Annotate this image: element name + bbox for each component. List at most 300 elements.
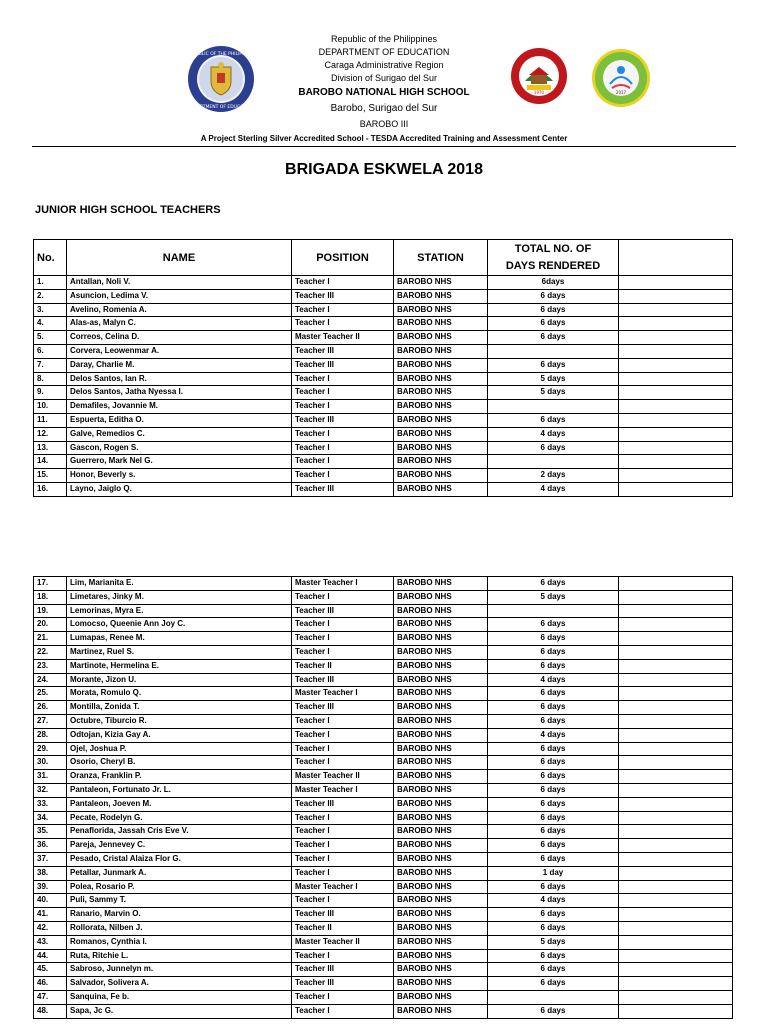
cell-days [488, 344, 619, 358]
cell-station: BAROBO NHS [394, 797, 488, 811]
cell-days: 6 days [488, 783, 619, 797]
district-line: BAROBO III [359, 119, 409, 129]
cell-extra [619, 908, 733, 922]
cell-position: Teacher I [292, 742, 394, 756]
svg-text:2017: 2017 [615, 90, 627, 95]
cell-name: Penaflorida, Jassah Cris Eve V. [67, 825, 292, 839]
cell-no: 43. [34, 935, 67, 949]
cell-extra [619, 344, 733, 358]
cell-name: Daray, Charlie M. [67, 358, 292, 372]
cell-position: Teacher I [292, 825, 394, 839]
cell-position: Teacher I [292, 618, 394, 632]
cell-position: Teacher III [292, 482, 394, 496]
cell-no: 12. [34, 427, 67, 441]
cell-position: Teacher I [292, 386, 394, 400]
accreditation-line: A Project Sterling Silver Accredited School - TESDA Accredited Training and Assessment Center [200, 134, 568, 143]
cell-position: Teacher I [292, 866, 394, 880]
cell-extra [619, 604, 733, 618]
cell-extra [619, 714, 733, 728]
cell-station: BAROBO NHS [394, 949, 488, 963]
cell-extra [619, 756, 733, 770]
cell-station: BAROBO NHS [394, 331, 488, 345]
table-row [34, 811, 733, 825]
cell-station: BAROBO NHS [394, 839, 488, 853]
cell-extra [619, 687, 733, 701]
school-address: Barobo, Surigao del Sur [330, 103, 438, 114]
cell-days: 6 days [488, 963, 619, 977]
cell-days: 6 days [488, 977, 619, 991]
cell-station: BAROBO NHS [394, 811, 488, 825]
cell-no: 22. [34, 645, 67, 659]
table-row [34, 289, 733, 303]
cell-extra [619, 990, 733, 1004]
cell-no: 3. [34, 303, 67, 317]
cell-name: Pesado, Cristal Alaiza Flor G. [67, 852, 292, 866]
table-row [34, 604, 733, 618]
cell-no: 38. [34, 866, 67, 880]
table-row [34, 1004, 733, 1018]
cell-position: Teacher I [292, 427, 394, 441]
cell-name: Sanquina, Fe b. [67, 990, 292, 1004]
cell-name: Pecate, Rodelyn G. [67, 811, 292, 825]
cell-name: Octubre, Tiburcio R. [67, 714, 292, 728]
cell-extra [619, 413, 733, 427]
cell-extra [619, 645, 733, 659]
cell-days: 6 days [488, 632, 619, 646]
cell-station: BAROBO NHS [394, 590, 488, 604]
cell-extra [619, 276, 733, 290]
cell-extra [619, 839, 733, 853]
cell-position: Teacher I [292, 990, 394, 1004]
cell-no: 18. [34, 590, 67, 604]
cell-extra [619, 963, 733, 977]
cell-position: Teacher I [292, 303, 394, 317]
svg-text:1970: 1970 [533, 90, 545, 95]
table-row [34, 632, 733, 646]
cell-name: Asuncion, Ledima V. [67, 289, 292, 303]
table-row [34, 852, 733, 866]
cell-station: BAROBO NHS [394, 714, 488, 728]
cell-no: 1. [34, 276, 67, 290]
cell-no: 39. [34, 880, 67, 894]
cell-no: 28. [34, 728, 67, 742]
cell-station: BAROBO NHS [394, 921, 488, 935]
cell-position: Teacher I [292, 839, 394, 853]
cell-station: BAROBO NHS [394, 427, 488, 441]
cell-name: Osorio, Cheryl B. [67, 756, 292, 770]
cell-position: Teacher III [292, 977, 394, 991]
cell-extra [619, 797, 733, 811]
cell-extra [619, 358, 733, 372]
region-line: Caraga Administrative Region [324, 60, 444, 70]
cell-days: 6 days [488, 618, 619, 632]
cell-extra [619, 427, 733, 441]
cell-position: Teacher I [292, 455, 394, 469]
cell-station: BAROBO NHS [394, 386, 488, 400]
cell-days: 6 days [488, 797, 619, 811]
cell-extra [619, 400, 733, 414]
cell-station: BAROBO NHS [394, 317, 488, 331]
cell-name: Ruta, Ritchie L. [67, 949, 292, 963]
cell-station: BAROBO NHS [394, 866, 488, 880]
table-row [34, 673, 733, 687]
cell-position: Teacher III [292, 963, 394, 977]
cell-no: 29. [34, 742, 67, 756]
cell-days: 6 days [488, 645, 619, 659]
cell-extra [619, 482, 733, 496]
cell-station: BAROBO NHS [394, 577, 488, 591]
cell-name: Rollorata, Nilben J. [67, 921, 292, 935]
cell-days: 2 days [488, 469, 619, 483]
division-line: Division of Surigao del Sur [330, 73, 438, 83]
header-total-line2: DAYS RENDERED [505, 259, 601, 272]
cell-days [488, 604, 619, 618]
cell-no: 25. [34, 687, 67, 701]
table-row [34, 618, 733, 632]
cell-extra [619, 770, 733, 784]
table-row [34, 331, 733, 345]
cell-station: BAROBO NHS [394, 687, 488, 701]
cell-position: Teacher I [292, 372, 394, 386]
cell-station: BAROBO NHS [394, 935, 488, 949]
cell-position: Teacher I [292, 276, 394, 290]
table-row [34, 413, 733, 427]
cell-extra [619, 331, 733, 345]
teachers-table-part1 [33, 239, 733, 497]
cell-extra [619, 618, 733, 632]
svg-text:DEPARTMENT OF EDUCATION: DEPARTMENT OF EDUCATION [188, 105, 254, 110]
cell-extra [619, 728, 733, 742]
table-row [34, 482, 733, 496]
cell-no: 30. [34, 756, 67, 770]
cell-no: 35. [34, 825, 67, 839]
cell-name: Alas-as, Malyn C. [67, 317, 292, 331]
cell-days: 6 days [488, 811, 619, 825]
cell-name: Lemorinas, Myra E. [67, 604, 292, 618]
cell-no: 13. [34, 441, 67, 455]
cell-station: BAROBO NHS [394, 990, 488, 1004]
table-header-row [34, 240, 733, 276]
table-row [34, 455, 733, 469]
cell-station: BAROBO NHS [394, 701, 488, 715]
document-subtitle: JUNIOR HIGH SCHOOL TEACHERS [35, 204, 221, 216]
cell-extra [619, 455, 733, 469]
cell-position: Master Teacher I [292, 783, 394, 797]
table-row [34, 687, 733, 701]
cell-no: 6. [34, 344, 67, 358]
cell-station: BAROBO NHS [394, 469, 488, 483]
cell-position: Master Teacher II [292, 935, 394, 949]
cell-extra [619, 894, 733, 908]
table-row [34, 963, 733, 977]
cell-no: 8. [34, 372, 67, 386]
cell-days: 6 days [488, 770, 619, 784]
cell-station: BAROBO NHS [394, 880, 488, 894]
table-row [34, 701, 733, 715]
cell-position: Master Teacher I [292, 880, 394, 894]
header-extra [619, 240, 733, 276]
cell-days: 6 days [488, 825, 619, 839]
cell-days: 4 days [488, 894, 619, 908]
republic-line: Republic of the Philippines [330, 34, 438, 44]
cell-name: Corvera, Leowenmar A. [67, 344, 292, 358]
cell-days: 6 days [488, 949, 619, 963]
table-body-part2 [34, 577, 733, 1019]
table-row [34, 358, 733, 372]
cell-days: 6 days [488, 714, 619, 728]
cell-position: Teacher I [292, 714, 394, 728]
cell-no: 14. [34, 455, 67, 469]
cell-no: 16. [34, 482, 67, 496]
cell-days: 6 days [488, 331, 619, 345]
cell-no: 34. [34, 811, 67, 825]
cell-station: BAROBO NHS [394, 770, 488, 784]
cell-no: 20. [34, 618, 67, 632]
cell-position: Teacher I [292, 632, 394, 646]
table-row [34, 317, 733, 331]
cell-extra [619, 632, 733, 646]
table-row [34, 427, 733, 441]
cell-name: Sapa, Jc G. [67, 1004, 292, 1018]
cell-extra [619, 590, 733, 604]
cell-days: 5 days [488, 590, 619, 604]
cell-days: 6 days [488, 742, 619, 756]
cell-days: 6 days [488, 659, 619, 673]
cell-name: Martinote, Hermelina E. [67, 659, 292, 673]
cell-extra [619, 921, 733, 935]
cell-days: 6 days [488, 852, 619, 866]
cell-no: 36. [34, 839, 67, 853]
cell-days: 6 days [488, 908, 619, 922]
cell-extra [619, 577, 733, 591]
cell-station: BAROBO NHS [394, 894, 488, 908]
cell-name: Limetares, Jinky M. [67, 590, 292, 604]
cell-station: BAROBO NHS [394, 289, 488, 303]
cell-days: 6 days [488, 303, 619, 317]
table-row [34, 344, 733, 358]
cell-no: 47. [34, 990, 67, 1004]
cell-station: BAROBO NHS [394, 645, 488, 659]
cell-days: 6 days [488, 289, 619, 303]
cell-days: 4 days [488, 728, 619, 742]
table-row [34, 728, 733, 742]
cell-position: Teacher I [292, 852, 394, 866]
header-position: POSITION [292, 240, 394, 276]
cell-name: Delos Santos, Ian R. [67, 372, 292, 386]
cell-position: Teacher III [292, 797, 394, 811]
cell-no: 24. [34, 673, 67, 687]
cell-extra [619, 866, 733, 880]
cell-station: BAROBO NHS [394, 455, 488, 469]
table-row [34, 441, 733, 455]
cell-position: Master Teacher I [292, 577, 394, 591]
cell-days [488, 455, 619, 469]
table-row [34, 935, 733, 949]
header-divider [32, 146, 736, 147]
table-row [34, 921, 733, 935]
cell-extra [619, 372, 733, 386]
cell-no: 5. [34, 331, 67, 345]
svg-text:REPUBLIC OF THE PHILIPPINES: REPUBLIC OF THE PHILIPPINES [187, 52, 255, 57]
cell-no: 26. [34, 701, 67, 715]
table-row [34, 756, 733, 770]
cell-extra [619, 289, 733, 303]
cell-position: Teacher II [292, 659, 394, 673]
table-body-part1 [34, 276, 733, 497]
cell-days: 6days [488, 276, 619, 290]
cell-station: BAROBO NHS [394, 303, 488, 317]
cell-position: Teacher I [292, 317, 394, 331]
table-row [34, 400, 733, 414]
cell-station: BAROBO NHS [394, 358, 488, 372]
cell-days: 6 days [488, 413, 619, 427]
cell-position: Teacher I [292, 811, 394, 825]
header-total-line1: TOTAL NO. OF [514, 242, 592, 255]
cell-no: 44. [34, 949, 67, 963]
cell-no: 19. [34, 604, 67, 618]
cell-extra [619, 880, 733, 894]
cell-station: BAROBO NHS [394, 825, 488, 839]
table-row [34, 866, 733, 880]
cell-station: BAROBO NHS [394, 482, 488, 496]
header-total-days [488, 240, 619, 276]
cell-extra [619, 977, 733, 991]
cell-extra [619, 386, 733, 400]
cell-name: Ranario, Marvin O. [67, 908, 292, 922]
cell-station: BAROBO NHS [394, 441, 488, 455]
cell-no: 46. [34, 977, 67, 991]
header-no: No. [34, 240, 67, 276]
cell-no: 9. [34, 386, 67, 400]
cell-days: 4 days [488, 427, 619, 441]
cell-extra [619, 783, 733, 797]
cell-position: Teacher I [292, 949, 394, 963]
cell-days: 5 days [488, 372, 619, 386]
cell-station: BAROBO NHS [394, 659, 488, 673]
cell-station: BAROBO NHS [394, 632, 488, 646]
cell-name: Demafiles, Jovannie M. [67, 400, 292, 414]
cell-extra [619, 742, 733, 756]
cell-name: Lomocso, Queenie Ann Joy C. [67, 618, 292, 632]
cell-days: 4 days [488, 482, 619, 496]
cell-no: 17. [34, 577, 67, 591]
cell-name: Salvador, Solivera A. [67, 977, 292, 991]
cell-station: BAROBO NHS [394, 372, 488, 386]
cell-name: Pantaleon, Fortunato Jr. L. [67, 783, 292, 797]
cell-days: 6 days [488, 839, 619, 853]
cell-position: Teacher III [292, 908, 394, 922]
table-row [34, 372, 733, 386]
cell-station: BAROBO NHS [394, 618, 488, 632]
cell-station: BAROBO NHS [394, 1004, 488, 1018]
letterhead [0, 0, 768, 150]
cell-no: 11. [34, 413, 67, 427]
cell-name: Lumapas, Renee M. [67, 632, 292, 646]
cell-no: 42. [34, 921, 67, 935]
cell-position: Teacher III [292, 604, 394, 618]
cell-station: BAROBO NHS [394, 604, 488, 618]
cell-no: 48. [34, 1004, 67, 1018]
cell-station: BAROBO NHS [394, 963, 488, 977]
cell-no: 32. [34, 783, 67, 797]
cell-name: Avelino, Romenia A. [67, 303, 292, 317]
cell-station: BAROBO NHS [394, 728, 488, 742]
cell-station: BAROBO NHS [394, 413, 488, 427]
table-row [34, 303, 733, 317]
cell-days: 6 days [488, 317, 619, 331]
cell-days: 4 days [488, 673, 619, 687]
cell-position: Master Teacher II [292, 331, 394, 345]
table-row [34, 990, 733, 1004]
cell-extra [619, 317, 733, 331]
cell-name: Correos, Celina D. [67, 331, 292, 345]
cell-name: Gascon, Rogen S. [67, 441, 292, 455]
cell-no: 10. [34, 400, 67, 414]
cell-days: 6 days [488, 701, 619, 715]
cell-position: Teacher III [292, 344, 394, 358]
cell-station: BAROBO NHS [394, 977, 488, 991]
cell-station: BAROBO NHS [394, 908, 488, 922]
cell-no: 27. [34, 714, 67, 728]
cell-position: Teacher III [292, 701, 394, 715]
cell-station: BAROBO NHS [394, 852, 488, 866]
cell-extra [619, 825, 733, 839]
cell-name: Guerrero, Mark Nel G. [67, 455, 292, 469]
cell-position: Master Teacher I [292, 687, 394, 701]
cell-days: 6 days [488, 756, 619, 770]
cell-no: 31. [34, 770, 67, 784]
cell-days [488, 990, 619, 1004]
cell-no: 37. [34, 852, 67, 866]
cell-station: BAROBO NHS [394, 276, 488, 290]
cell-name: Galve, Remedios C. [67, 427, 292, 441]
table-row [34, 797, 733, 811]
cell-days: 6 days [488, 687, 619, 701]
table-row [34, 469, 733, 483]
cell-extra [619, 303, 733, 317]
table-row [34, 770, 733, 784]
cell-days: 6 days [488, 358, 619, 372]
cell-name: Layno, Jaiglo Q. [67, 482, 292, 496]
table-row [34, 659, 733, 673]
cell-days: 6 days [488, 441, 619, 455]
cell-name: Romanos, Cynthia I. [67, 935, 292, 949]
cell-name: Antallan, Noli V. [67, 276, 292, 290]
cell-no: 33. [34, 797, 67, 811]
teachers-table-part2 [33, 576, 733, 1019]
cell-no: 21. [34, 632, 67, 646]
cell-name: Espuerta, Editha O. [67, 413, 292, 427]
cell-name: Morata, Romulo Q. [67, 687, 292, 701]
cell-position: Teacher III [292, 673, 394, 687]
table-row [34, 977, 733, 991]
table-row [34, 908, 733, 922]
cell-extra [619, 949, 733, 963]
table-row [34, 839, 733, 853]
cell-extra [619, 935, 733, 949]
cell-position: Teacher I [292, 469, 394, 483]
cell-position: Teacher I [292, 590, 394, 604]
cell-extra [619, 469, 733, 483]
cell-extra [619, 673, 733, 687]
table-row [34, 645, 733, 659]
cell-name: Montilla, Zonida T. [67, 701, 292, 715]
cell-extra [619, 1004, 733, 1018]
cell-days: 6 days [488, 880, 619, 894]
cell-extra [619, 811, 733, 825]
cell-station: BAROBO NHS [394, 400, 488, 414]
school-seal-icon [505, 47, 573, 105]
